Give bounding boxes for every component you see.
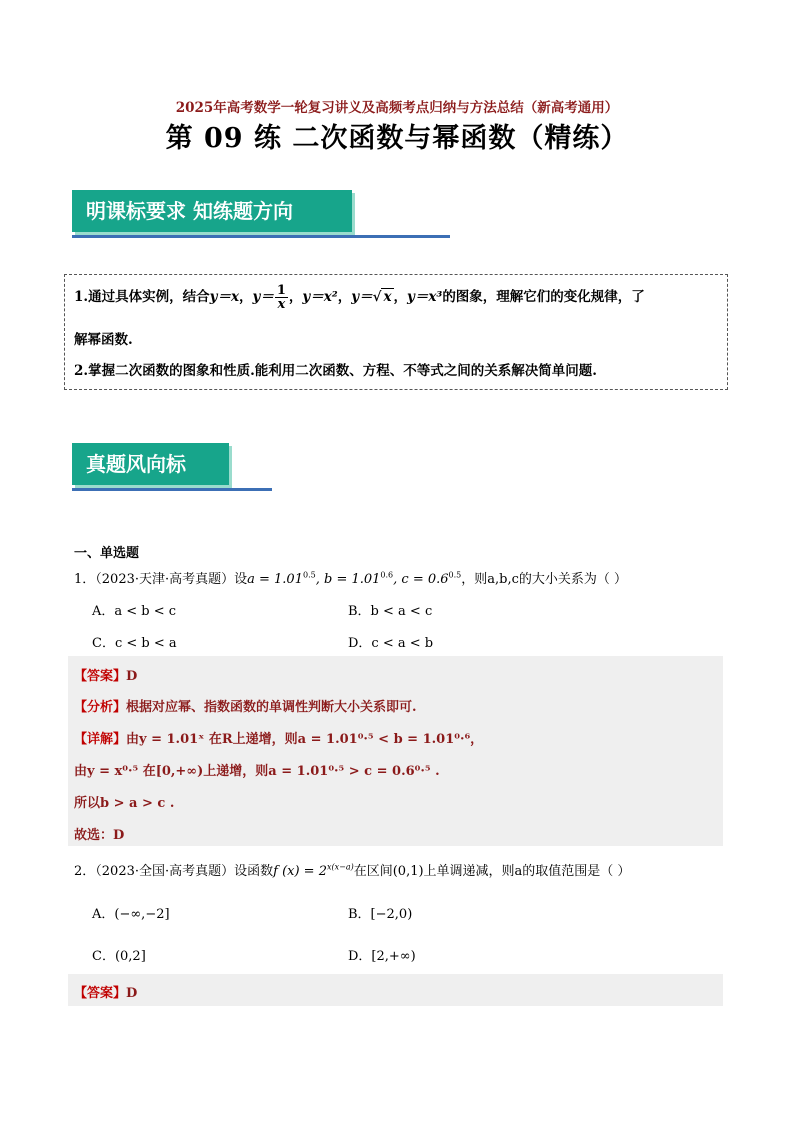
section-title: 明课标要求 知练题方向 [86, 199, 293, 223]
q2-answer: 【答案】D [74, 986, 138, 1001]
q2-option-a: A．(−∞,−2] [92, 907, 170, 922]
requirement-line-1: 1.通过具体实例，结合y＝x，y＝ $\frac{1}{x}$ ，y＝x²，y＝√ x ，y＝x³的图象，理解它们的变化规律，了 [74, 283, 645, 312]
document-title: 第 09 练 二次函数与幂函数（精练） [165, 123, 629, 154]
q2-option-c: C．(0,2] [92, 949, 146, 964]
q1-detail-2: 由y = x⁰·⁵ 在[0,+∞)上递增，则a = 1.01⁰·⁵ > c = 0.6⁰·⁵ . [74, 764, 440, 779]
section-title: 真题风向标 [86, 452, 186, 476]
section-underline [72, 235, 450, 238]
q1-detail-1: 【详解】由y = 1.01ˣ 在R上递增，则a = 1.01⁰·⁵ < b = 1.01⁰·⁶， [74, 732, 484, 747]
fraction-1-over-x: $\frac{1}{x}$ [276, 283, 286, 312]
q1-analysis: 【分析】根据对应幂、指数函数的单调性判断大小关系即可. [74, 700, 417, 715]
q1-answer-block [68, 656, 723, 846]
requirement-line-1-cont: 解幂函数. [74, 332, 133, 348]
section-underline [72, 488, 272, 491]
q1-option-b: B．b < a < c [348, 604, 433, 619]
section-header-requirements [72, 190, 352, 232]
q2-option-b: B．[−2,0) [348, 907, 413, 922]
q1-detail-3: 所以b > a > c . [74, 796, 175, 811]
q2-answer-block [68, 974, 723, 1006]
q1-option-d: D．c < a < b [348, 636, 434, 651]
q1-option-c: C．c < b < a [92, 636, 177, 651]
requirement-line-2: 2.掌握二次函数的图象和性质.能利用二次函数、方程、不等式之间的关系解决简单问题. [74, 363, 597, 379]
question-2: 2．（2023·全国·高考真题）设函数f $(x) = 2^{x(x-a)}$在区间(0,1)上单调递减，则a的取值范围是（ ） [74, 862, 631, 879]
q1-option-a: A．a < b < c [92, 604, 177, 619]
document-subtitle: 2025年高考数学一轮复习讲义及高频考点归纳与方法总结（新高考通用） [175, 100, 619, 116]
question-1: 1．（2023·天津·高考真题）设$a = 1.01^{0.5}$, $b = 1.01^{0.6}$, $c = 0.6^{0.5}$，则a,b,c的大小关系为（ ） [74, 570, 628, 587]
q1-answer: 【答案】D [74, 669, 138, 684]
q1-choice: 故选：D [74, 828, 125, 843]
part-label: 一、单选题 [74, 546, 140, 561]
q2-option-d: D．[2,+∞) [348, 949, 416, 964]
section-header-exam [72, 443, 229, 485]
